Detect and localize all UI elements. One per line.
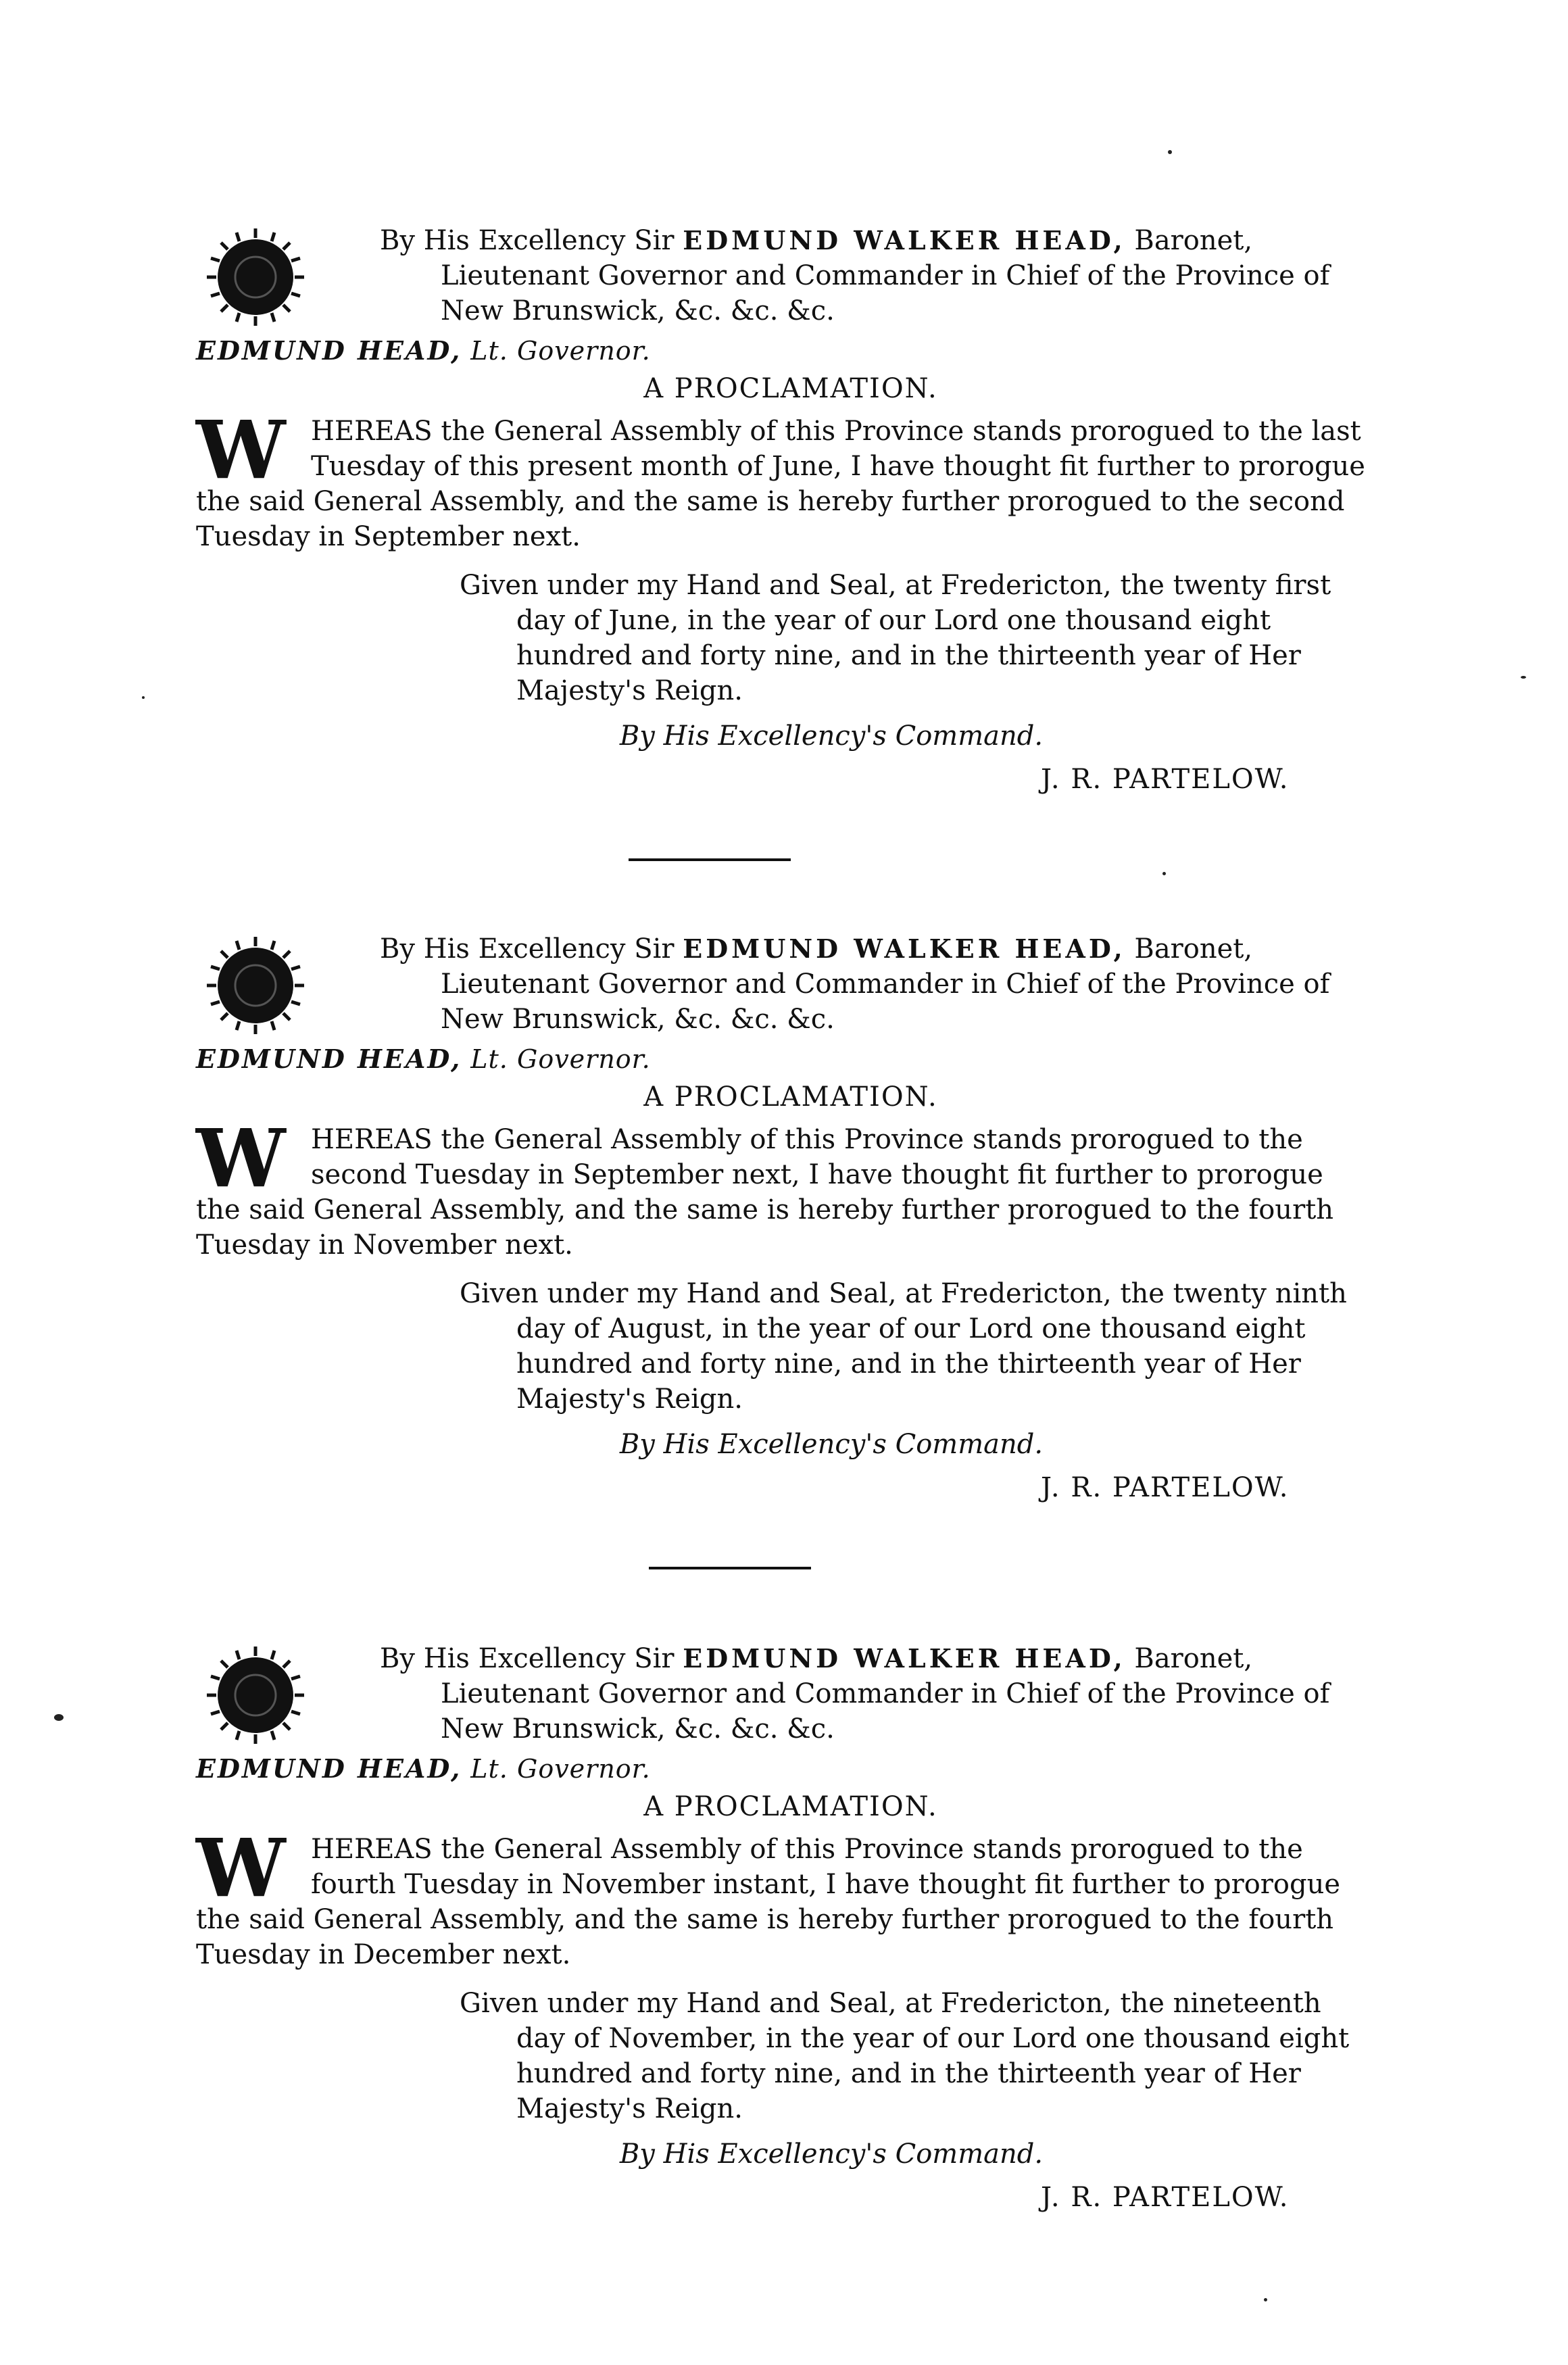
signed-name: EDMUND HEAD, bbox=[196, 335, 462, 366]
signature-line bbox=[196, 335, 651, 366]
signature-line bbox=[196, 1044, 651, 1074]
header-prefix: By His Excellency Sir bbox=[380, 225, 683, 256]
header-suffix: Baronet, bbox=[1125, 1643, 1253, 1674]
proclamation-1 bbox=[196, 223, 1386, 831]
header-line-3: New Brunswick, &c. &c. &c. bbox=[441, 1713, 835, 1745]
scan-speck bbox=[54, 1714, 64, 1721]
signer-name: J. R. PARTELOW. bbox=[1041, 1472, 1290, 1503]
body-line: the said General Assembly, and the same is hereby further prorogued to the fourth bbox=[196, 1904, 1334, 1935]
by-command: By His Excellency's Command. bbox=[619, 2139, 1044, 2170]
given-line: day of June, in the year of our Lord one thousand eight bbox=[516, 605, 1271, 636]
header-prefix: By His Excellency Sir bbox=[380, 933, 683, 965]
header-line-1 bbox=[380, 1641, 1252, 1676]
governor-name: EDMUND WALKER HEAD, bbox=[683, 225, 1126, 255]
signed-name: EDMUND HEAD, bbox=[196, 1753, 462, 1784]
section-divider bbox=[629, 858, 791, 861]
drop-cap: W bbox=[196, 1821, 286, 1915]
given-line: hundred and forty nine, and in the thirteenth year of Her bbox=[516, 640, 1301, 671]
by-command: By His Excellency's Command. bbox=[619, 1429, 1044, 1460]
section-divider bbox=[649, 1567, 811, 1569]
signer-name: J. R. PARTELOW. bbox=[1041, 2182, 1290, 2213]
header-suffix: Baronet, bbox=[1125, 225, 1253, 256]
proclamation-3 bbox=[196, 1641, 1386, 2249]
header-line-2: Lieutenant Governor and Commander in Chief of the Province of bbox=[441, 260, 1330, 291]
drop-cap: W bbox=[196, 1111, 286, 1205]
given-line: Given under my Hand and Seal, at Fredericton, the twenty first bbox=[460, 570, 1331, 601]
seal-icon bbox=[201, 931, 310, 1040]
body-line: the said General Assembly, and the same is hereby further prorogued to the second bbox=[196, 486, 1345, 517]
signed-name: EDMUND HEAD, bbox=[196, 1044, 462, 1074]
body-line: HEREAS the General Assembly of this Province stands prorogued to the last bbox=[311, 416, 1361, 447]
given-line: Majesty's Reign. bbox=[516, 675, 743, 706]
header-prefix: By His Excellency Sir bbox=[380, 1643, 683, 1674]
signed-title: Lt. Governor. bbox=[462, 336, 651, 366]
body-line: Tuesday of this present month of June, I have thought fit further to prorogue bbox=[311, 451, 1365, 482]
header-line-3: New Brunswick, &c. &c. &c. bbox=[441, 295, 835, 326]
body-line: HEREAS the General Assembly of this Province stands prorogued to the bbox=[311, 1834, 1303, 1865]
scan-speck bbox=[1162, 872, 1166, 875]
given-line: day of November, in the year of our Lord one thousand eight bbox=[516, 2023, 1350, 2054]
body-line: fourth Tuesday in November instant, I have thought fit further to prorogue bbox=[311, 1869, 1341, 1900]
proclamation-title: A PROCLAMATION. bbox=[643, 373, 938, 404]
header-suffix: Baronet, bbox=[1125, 933, 1253, 965]
scan-speck bbox=[1264, 2298, 1267, 2301]
header-line-2: Lieutenant Governor and Commander in Chief of the Province of bbox=[441, 1678, 1330, 1709]
body-line: Tuesday in September next. bbox=[196, 521, 581, 552]
scan-speck bbox=[142, 696, 145, 699]
header-line-1 bbox=[380, 223, 1252, 258]
scan-speck bbox=[1521, 676, 1526, 679]
given-line: Given under my Hand and Seal, at Fredericton, the twenty ninth bbox=[460, 1278, 1347, 1309]
given-line: Majesty's Reign. bbox=[516, 2093, 743, 2124]
seal-icon bbox=[201, 223, 310, 331]
body-line: Tuesday in December next. bbox=[196, 1939, 571, 1970]
signer-name: J. R. PARTELOW. bbox=[1041, 764, 1290, 795]
header-line-1 bbox=[380, 931, 1252, 967]
body-line: second Tuesday in September next, I have thought fit further to prorogue bbox=[311, 1159, 1323, 1190]
given-line: Majesty's Reign. bbox=[516, 1384, 743, 1415]
governor-name: EDMUND WALKER HEAD, bbox=[683, 933, 1126, 964]
body-line: HEREAS the General Assembly of this Province stands prorogued to the bbox=[311, 1124, 1303, 1155]
drop-cap: W bbox=[196, 403, 286, 497]
given-line: Given under my Hand and Seal, at Fredericton, the nineteenth bbox=[460, 1988, 1321, 2019]
seal-icon bbox=[201, 1641, 310, 1749]
given-line: hundred and forty nine, and in the thirteenth year of Her bbox=[516, 2058, 1301, 2089]
header-line-3: New Brunswick, &c. &c. &c. bbox=[441, 1004, 835, 1035]
given-line: hundred and forty nine, and in the thirteenth year of Her bbox=[516, 1348, 1301, 1380]
scan-speck bbox=[1168, 150, 1172, 154]
signed-title: Lt. Governor. bbox=[462, 1754, 651, 1784]
governor-name: EDMUND WALKER HEAD, bbox=[683, 1643, 1126, 1674]
signature-line bbox=[196, 1753, 651, 1784]
proclamation-2 bbox=[196, 931, 1386, 1540]
by-command: By His Excellency's Command. bbox=[619, 721, 1044, 752]
given-line: day of August, in the year of our Lord one thousand eight bbox=[516, 1313, 1306, 1344]
signed-title: Lt. Governor. bbox=[462, 1044, 651, 1074]
header-line-2: Lieutenant Governor and Commander in Chief of the Province of bbox=[441, 969, 1330, 1000]
proclamation-title: A PROCLAMATION. bbox=[643, 1081, 938, 1113]
body-line: Tuesday in November next. bbox=[196, 1229, 573, 1261]
body-line: the said General Assembly, and the same is hereby further prorogued to the fourth bbox=[196, 1194, 1334, 1225]
proclamation-title: A PROCLAMATION. bbox=[643, 1791, 938, 1822]
